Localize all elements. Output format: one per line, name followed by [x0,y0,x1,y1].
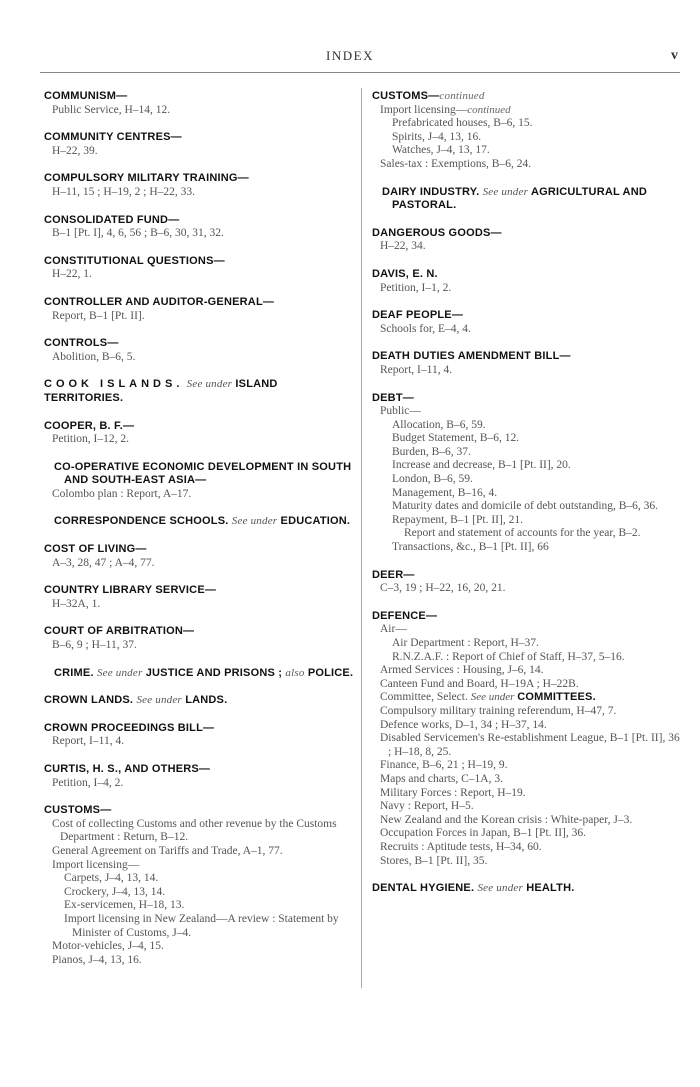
entry-heading [44,378,354,405]
index-entry [44,420,354,447]
index-entry [44,625,354,652]
entry-heading-text: CROWN LANDS. [44,694,134,707]
entry-heading-text: DAIRY INDUSTRY. [382,185,480,198]
entry-line: Cost of collecting Customs and other revenue by the Customs Department : Return, B–12. [52,817,337,844]
entry-line: H–22, 1. [52,268,92,281]
index-entry [44,131,354,158]
entry-heading-text: COOK ISLANDS. [44,378,184,391]
index-entry [44,804,354,967]
entry-heading [44,515,354,529]
entry-line: Occupation Forces in Japan, B–1 [Pt. II], 36. [380,827,587,840]
entry-line: Ex-servicemen, H–18, 13. [64,899,185,912]
entry-heading: COURT OF ARBITRATION— [44,625,195,638]
entry-line: H–32A, 1. [52,597,101,610]
entry-line: New Zealand and the Korean crisis : White-paper, J–3. [380,813,633,826]
entry-line: Petition, I–1, 2. [380,281,452,294]
entry-line: Crockery, J–4, 13, 14. [64,885,166,898]
entry-heading: CONTROLS— [44,337,119,350]
entry-heading: CROWN PROCEEDINGS BILL— [44,721,215,734]
cross-reference: See under [231,515,278,528]
index-entry [44,172,354,199]
entry-line: Prefabricated houses, B–6, 15. [392,117,533,130]
entry-heading: CUSTOMS— [44,804,112,817]
entry-heading: COST OF LIVING— [44,543,147,556]
index-entry [372,882,680,896]
cross-reference-target: AGRICULTURAL AND PASTORAL. [392,185,647,212]
cross-reference-target: EDUCATION. [280,515,351,528]
entry-line: Recruits : Aptitude tests, H–34, 60. [380,840,542,853]
entry-heading: CONTROLLER AND AUDITOR-GENERAL— [44,295,275,308]
entry-line: Finance, B–6, 21 ; H–19, 9. [380,759,508,772]
entry-heading: COMMUNITY CENTRES— [44,131,182,144]
index-entry [44,667,354,681]
entry-line: B–6, 9 ; H–11, 37. [52,639,137,652]
entry-line: Spirits, J–4, 13, 16. [392,130,482,143]
index-entry [44,296,354,323]
continued-marker: continued [467,103,511,116]
cross-reference: See under [470,691,515,704]
entry-line: Canteen Fund and Board, H–19A ; H–22B. [380,677,579,690]
entry-line: Maturity dates and domicile of debt outstanding, B–6, 36. [392,500,659,513]
page-number: v [671,48,678,63]
entry-line: Public— [380,405,421,418]
committee-line: Committee, Select. [380,691,468,704]
entry-line: Armed Services : Housing, J–6, 14. [380,664,544,677]
entry-heading: COUNTRY LIBRARY SERVICE— [44,584,217,597]
header-rule [40,72,680,73]
entry-heading: CONSTITUTIONAL QUESTIONS— [44,254,225,267]
cross-reference-also: also [285,666,305,679]
entry-line: R.N.Z.A.F. : Report of Chief of Staff, H–37, 5–16. [392,650,625,663]
entry-line: Budget Statement, B–6, 12. [392,432,520,445]
entry-heading: COOPER, B. F.— [44,419,135,432]
index-entry [44,543,354,570]
entry-line: Motor-vehicles, J–4, 15. [52,940,164,953]
entry-line: Schools for, E–4, 4. [380,322,471,335]
index-entry [44,584,354,611]
entry-heading: DEAF PEOPLE— [372,309,464,322]
entry-line: Military Forces : Report, H–19. [380,786,526,799]
entry-heading [372,882,680,896]
entry-line: Abolition, B–6, 5. [52,350,136,363]
cross-reference-target: POLICE. [307,666,354,679]
entry-heading: DEATH DUTIES AMENDMENT BILL— [372,350,571,363]
entry-heading-text: CORRESPONDENCE SCHOOLS. [54,515,229,528]
entry-heading: CURTIS, H. S., AND OTHERS— [44,763,211,775]
index-entry [372,186,680,213]
index-entry [44,722,354,749]
entry-heading [372,90,680,104]
entry-heading [372,186,680,213]
entry-line: Compulsory military training referendum, H–47, 7. [380,704,617,717]
entry-heading-text: DENTAL HYGIENE. [372,882,475,895]
entry-heading: DANGEROUS GOODS— [372,226,502,239]
entry-line: C–3, 19 ; H–22, 16, 20, 21. [380,582,506,595]
entry-line: Transactions, &c., B–1 [Pt. II], 66 [392,541,549,554]
entry-line: Air— [380,623,407,636]
entry-line: Watches, J–4, 13, 17. [392,144,490,157]
cross-reference: See under [136,694,182,707]
entry-heading-text: CUSTOMS— [372,90,440,102]
entry-heading: CONSOLIDATED FUND— [44,213,180,226]
entry-line: Report, B–1 [Pt. II]. [52,309,145,322]
left-column [44,90,354,981]
index-entry [372,90,680,172]
entry-line: Management, B–16, 4. [392,486,498,499]
entry-heading: COMMUNISM— [44,90,128,102]
entry-line: H–22, 39. [52,144,98,157]
cross-reference: See under [96,666,143,679]
entry-line: A–3, 28, 47 ; A–4, 77. [52,556,155,569]
entry-line: H–22, 34. [380,240,426,253]
entry-line: Burden, B–6, 37. [392,445,471,458]
cross-reference: See under [477,882,523,895]
entry-line: Defence works, D–1, 34 ; H–37, 14. [380,718,547,731]
entry-line: Colombo plan : Report, A–17. [52,487,192,500]
entry-line [372,691,680,705]
entry-line: Report and statement of accounts for the year, B–2. [404,527,641,540]
entry-line: Petition, I–4, 2. [52,776,124,789]
entry-line [372,104,680,118]
index-entry [44,90,354,117]
cross-reference-target: ISLAND TERRITORIES. [44,378,278,404]
entry-heading: COMPULSORY MILITARY TRAINING— [44,172,249,185]
entry-line: Carpets, J–4, 13, 14. [64,872,159,885]
entry-line: Disabled Servicemen's Re-establishment League, B–1 [Pt. II], 36 ; H–18, 8, 25. [380,732,680,758]
index-entry [44,255,354,282]
entry-heading: DEBT— [372,391,414,404]
index-entry [372,309,680,336]
entry-heading [44,694,354,708]
entry-line: Stores, B–1 [Pt. II], 35. [380,854,488,867]
cross-reference: See under [186,378,233,391]
cross-reference-target: HEALTH. [526,882,575,895]
entry-line: Navy : Report, H–5. [380,800,474,813]
entry-line: Air Department : Report, H–37. [392,637,539,649]
right-column [372,90,680,910]
index-entry [372,350,680,377]
index-entry [372,392,680,555]
entry-line: General Agreement on Tariffs and Trade, A–1, 77. [52,844,283,857]
index-entry [44,461,354,502]
entry-line: H–11, 15 ; H–19, 2 ; H–22, 33. [52,185,196,198]
entry-line: Public Service, H–14, 12. [52,103,171,116]
cross-reference: See under [482,185,529,198]
index-entry [44,515,354,529]
entry-line: Repayment, B–1 [Pt. II], 21. [392,513,523,526]
entry-line: London, B–6, 59. [392,473,473,486]
header-title: INDEX [326,48,374,63]
entry-line: Petition, I–12, 2. [52,433,129,446]
cross-reference-target: LANDS. [185,694,228,707]
entry-heading: DAVIS, E. N. [372,267,438,280]
entry-line: Report, I–11, 4. [52,735,125,748]
entry-line: Import licensing in New Zealand—A review : Statement by Minister of Customs, J–4. [64,912,339,939]
entry-line: Maps and charts, C–1A, 3. [380,772,503,785]
continued-marker: continued [439,90,485,102]
entry-line: B–1 [Pt. I], 4, 6, 56 ; B–6, 30, 31, 32. [52,227,224,240]
entry-line: Sales-tax : Exemptions, B–6, 24. [380,157,532,170]
index-entry [44,378,354,405]
entry-line: Pianos, J–4, 13, 16. [52,953,142,966]
cross-reference-target: COMMITTEES. [517,691,596,704]
index-entry [44,694,354,708]
entry-line: Import licensing— [52,858,140,871]
cross-reference-target: JUSTICE AND PRISONS ; [145,666,283,679]
entry-line: Allocation, B–6, 59. [392,418,486,431]
entry-heading: CO-OPERATIVE ECONOMIC DEVELOPMENT IN SOUTH AND SOUTH-EAST ASIA— [54,460,352,487]
index-entry [372,227,680,254]
index-entry [44,214,354,241]
index-entry [44,337,354,364]
entry-heading [44,667,354,681]
index-entry [372,268,680,295]
entry-heading-text: CRIME. [54,666,94,679]
entry-heading: DEFENCE— [372,609,438,622]
entry-line: Report, I–11, 4. [380,363,453,376]
column-divider [361,88,362,988]
index-entry [372,569,680,596]
index-entry [372,610,680,868]
entry-line: Increase and decrease, B–1 [Pt. II], 20. [392,459,571,472]
index-entry [44,763,354,790]
entry-heading: DEER— [372,568,415,581]
page-header [0,48,700,70]
subheading: Import licensing— [380,103,468,116]
